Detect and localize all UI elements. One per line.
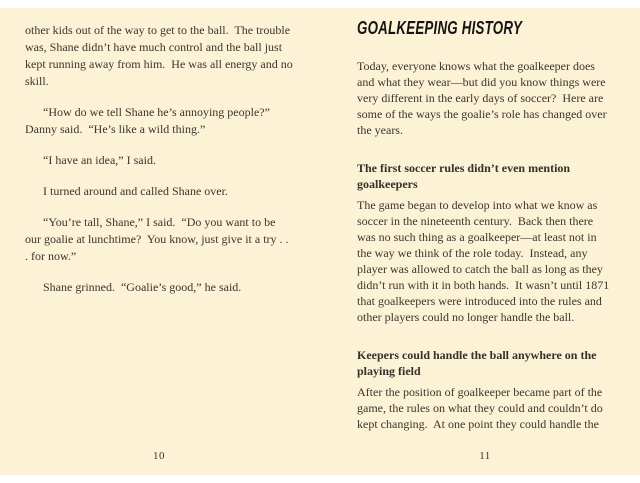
section-body: The game began to develop into what we know as soccer in the nineteenth century. Back then there was no such thing as a goalkeeper—at least not in the way we think of the role today. Instead, any player was allowed to catch the ball as long as they didn’t run with it in both hands. It wasn’t until 1871 that goalkeepers were introduced into the rules and other players could no longer handle the ball.	[357, 198, 613, 324]
section-body: After the position of goalkeeper became part of the game, the rules on what they could and couldn’t do kept changing. At one point they could handle the	[357, 385, 606, 431]
section-subheading: Keepers could handle the ball anywhere on the playing field	[357, 348, 600, 378]
right-page	[357, 20, 613, 454]
story-paragraph: “How do we tell Shane he’s annoying people?” Danny said. “He’s like a wild thing.”	[25, 105, 273, 136]
intro-paragraph: Today, everyone knows what the goalkeeper does and what they wear—but did you know things were very different in the early days of soccer? Here are some of the ways the goalie’s role has changed over the years.	[357, 59, 610, 137]
page-number-left: 10	[153, 450, 165, 462]
story-paragraph: “You’re tall, Shane,” I said. “Do you want to be our goalie at lunchtime? You know, just give it a try . . . for now.”	[25, 215, 292, 263]
story-paragraph: I turned around and called Shane over.	[43, 184, 228, 198]
left-page	[25, 22, 296, 310]
chapter-heading: GOALKEEPING HISTORY	[357, 18, 523, 38]
chapter-heading-row	[357, 20, 613, 40]
story-paragraph: “I have an idea,” I said.	[43, 153, 156, 167]
book-paper	[0, 8, 640, 475]
page-number-right: 11	[479, 450, 491, 462]
story-paragraph: Shane grinned. “Goalie’s good,” he said.	[43, 280, 242, 294]
section-subheading: The first soccer rules didn’t even mention goalkeepers	[357, 161, 574, 191]
story-paragraph: other kids out of the way to get to the ball. The trouble was, Shane didn’t have much control and the ball just kept running away from him. He was all energy and no skill.	[25, 23, 296, 88]
